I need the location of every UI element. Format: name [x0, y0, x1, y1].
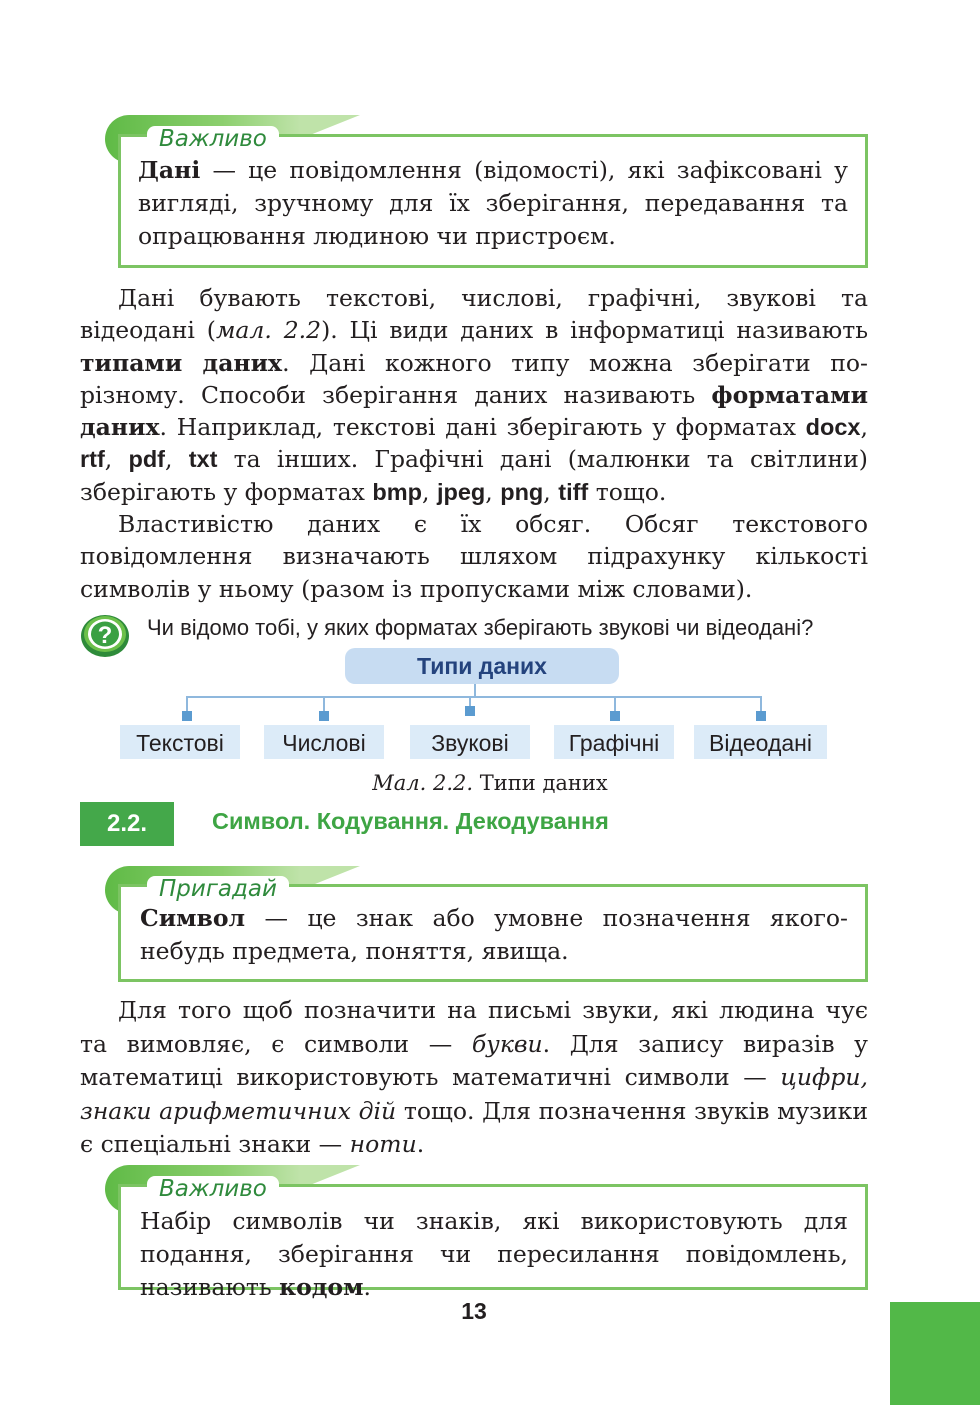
callout-label: Важливо: [147, 126, 279, 152]
definition-body: — це знак або умовне позначення якого-небудь предмета, поняття, явища.: [140, 904, 848, 965]
section-number: 2.2.: [80, 802, 174, 846]
definition-text: [140, 902, 848, 968]
term: Дані: [138, 156, 201, 184]
definition-text: Набір символів чи знаків, які використовують для подання, зберігання чи пересилання повідомлень, називають кодом.: [140, 1207, 848, 1301]
connector-node: [182, 711, 192, 721]
figure-caption: Мал. 2.2. Типи даних: [372, 771, 608, 795]
callout-label: Важливо: [147, 1176, 279, 1202]
connector-node: [610, 711, 620, 721]
question-text: Чи відомо тобі, у яких форматах зберігають звукові чи відеодані?: [147, 615, 814, 640]
definition-text: [138, 154, 848, 253]
term: типами даних: [80, 348, 283, 377]
data-type-text: Текстові: [120, 725, 240, 759]
term: форматами даних: [80, 380, 868, 442]
definition-body: — це повідомлення (відомості), які зафіксовані у вигляді, зручному для їх зберігання, передавання та опрацювання людиною чи пристроєм.: [138, 156, 848, 250]
connector-node: [319, 711, 329, 721]
definition-body: Набір символів чи знаків, які використовують для подання, зберігання чи пересилання повідомлень, називають: [140, 1207, 848, 1301]
data-type-video: Відеодані: [694, 725, 827, 759]
figure-reference: мал. 2.2: [215, 316, 322, 345]
callout-label: Пригадай: [147, 876, 289, 902]
data-type-audio: Звукові: [410, 725, 530, 759]
body-text: [80, 282, 868, 605]
question-icon: [80, 612, 130, 658]
term: Символ: [140, 904, 246, 932]
svg-text:?: ?: [97, 622, 113, 649]
data-type-number: Числові: [264, 725, 384, 759]
data-type-graphic: Графічні: [554, 725, 674, 759]
connector-node: [465, 706, 475, 716]
connector-line: [187, 696, 762, 698]
diagram-title: Типи даних: [345, 648, 619, 684]
connector-node: [756, 711, 766, 721]
page-number: 13: [461, 1298, 487, 1324]
body-text: [80, 994, 868, 1162]
page-corner-tab: [890, 1302, 980, 1405]
term: кодом: [279, 1273, 364, 1301]
paragraph: Для того щоб позначити на письмі звуки, які людина чує та вимовляє, є символи — букви. Для запису виразів у математиці використовують математичні символи — цифри, знаки арифметичних дій тощо. Для позначення звуків музики є спеціальні знаки — ноти.: [80, 996, 869, 1158]
section-title: Символ. Кодування. Декодування: [212, 808, 609, 834]
paragraph: Властивістю даних є їх обсяг. Обсяг текстового повідомлення визначають шляхом підрахунку кількості символів у ньому (разом із пропусками між словами).: [80, 510, 868, 603]
paragraph: Дані бувають текстові, числові, графічні, звукові та відеодані (мал. 2.2). Ці види даних в інформатиці називають типами даних. Дані кожного типу можна зберігати по-різному. Способи зберігання даних називають форматами даних. Наприклад, текстові дані зберігають у форматах docx, rtf, pdf, txt та інших. Графічні дані (малюнки та світлини) зберігають у форматах bmp, jpeg, png, tiff тощо.: [80, 284, 868, 506]
